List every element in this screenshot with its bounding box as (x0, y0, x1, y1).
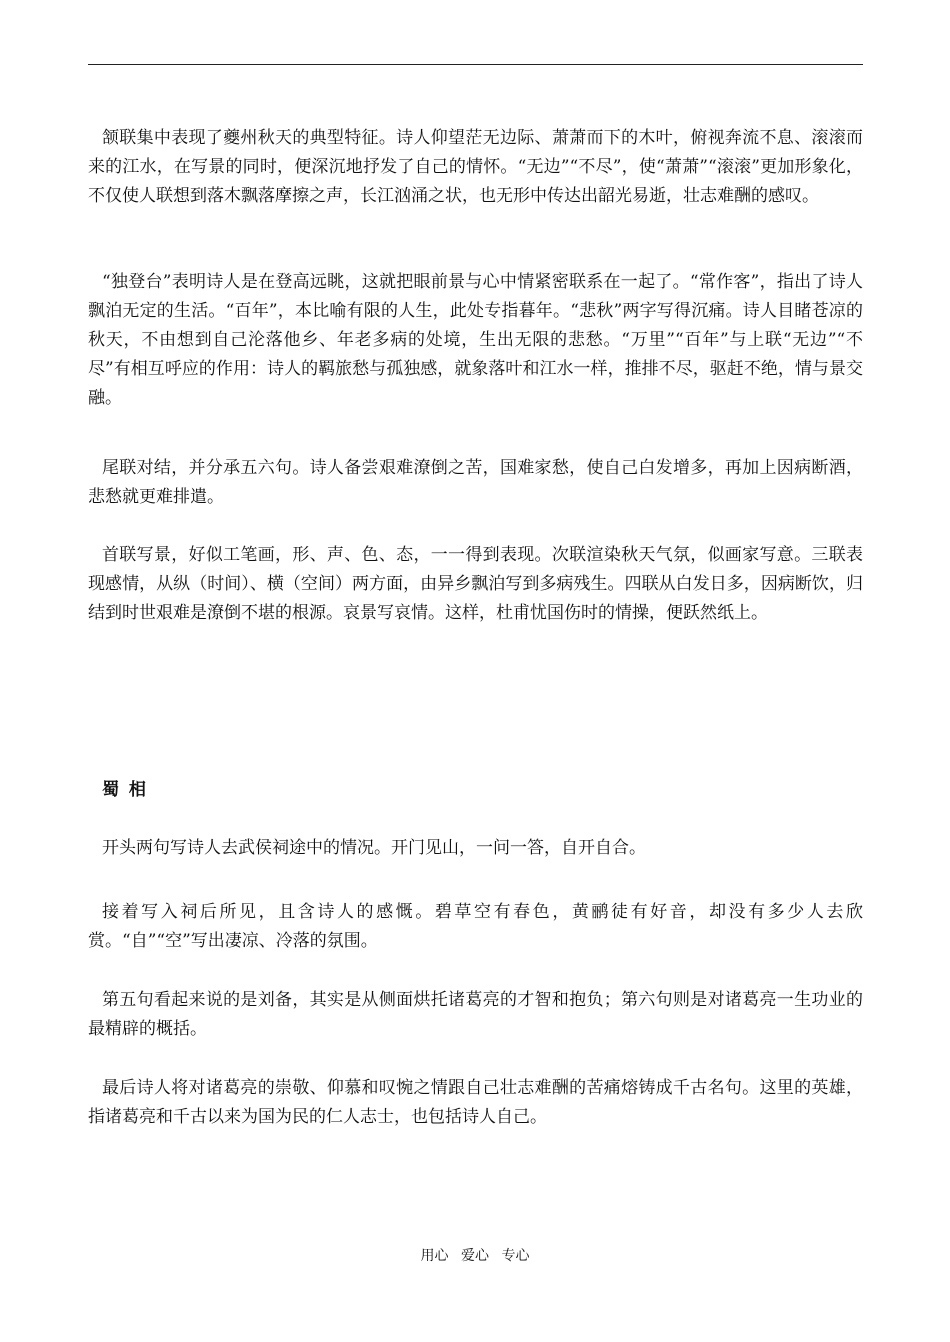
section-paragraph: 最后诗人将对诸葛亮的崇敬、仰慕和叹惋之情跟自己壮志难酬的苦痛熔铸成千古名句。这里的英雄，指诸葛亮和千古以来为国为民的仁人志士，也包括诗人自己。 (88, 1078, 863, 1127)
section-paragraph: 接着写入祠后所见，且含诗人的感慨。碧草空有春色，黄鹂徒有好音，却没有多少人去欣赏。“自”“空”写出凄凉、冷落的氛围。 (88, 902, 863, 951)
section-title: 蜀 相 (102, 780, 148, 800)
paragraph-couplet-2: 颔联集中表现了夔州秋天的典型特征。诗人仰望茫无边际、萧萧而下的木叶，俯视奔流不息、滚滚而来的江水，在写景的同时，便深沉地抒发了自己的情怀。“无边”“不尽”，使“萧萧”“滚滚”更加形象化，不仅使人联想到落木飘落摩擦之声，长江汹涌之状，也无形中传达出韶光易逝，壮志难酬的感叹。 (88, 128, 863, 206)
header-rule (88, 64, 863, 65)
page-footer: 用心 爱心 专心 (420, 1248, 530, 1264)
paragraph-couplet-3: “独登台”表明诗人是在登高远眺，这就把眼前景与心中情紧密联系在一起了。“常作客”，指出了诗人飘泊无定的生活。“百年”，本比喻有限的人生，此处专指暮年。“悲秋”两字写得沉痛。诗人目睹苍凉的秋天，不由想到自己沦落他乡、年老多病的处境，生出无限的悲愁。“万里”“百年”与上联“无边”“不尽”有相互呼应的作用：诗人的羁旅愁与孤独感，就象落叶和江水一样，推排不尽，驱赶不绝，情与景交融。 (88, 272, 863, 408)
paragraph-summary: 首联写景，好似工笔画，形、声、色、态，一一得到表现。次联渲染秋天气氛，似画家写意。三联表现感情，从纵（时间）、横（空间）两方面，由异乡飘泊写到多病残生。四联从白发日多，因病断饮，归结到时世艰难是潦倒不堪的根源。哀景写哀情。这样，杜甫忧国伤时的情操，便跃然纸上。 (88, 545, 863, 623)
section-paragraph: 第五句看起来说的是刘备，其实是从侧面烘托诸葛亮的才智和抱负；第六句则是对诸葛亮一生功业的最精辟的概括。 (88, 990, 863, 1039)
paragraph-couplet-4: 尾联对结，并分承五六句。诗人备尝艰难潦倒之苦，国难家愁，使自己白发增多，再加上因病断酒，悲愁就更难排遣。 (88, 458, 863, 507)
section-paragraph: 开头两句写诗人去武侯祠途中的情况。开门见山，一问一答，自开自合。 (102, 838, 646, 858)
